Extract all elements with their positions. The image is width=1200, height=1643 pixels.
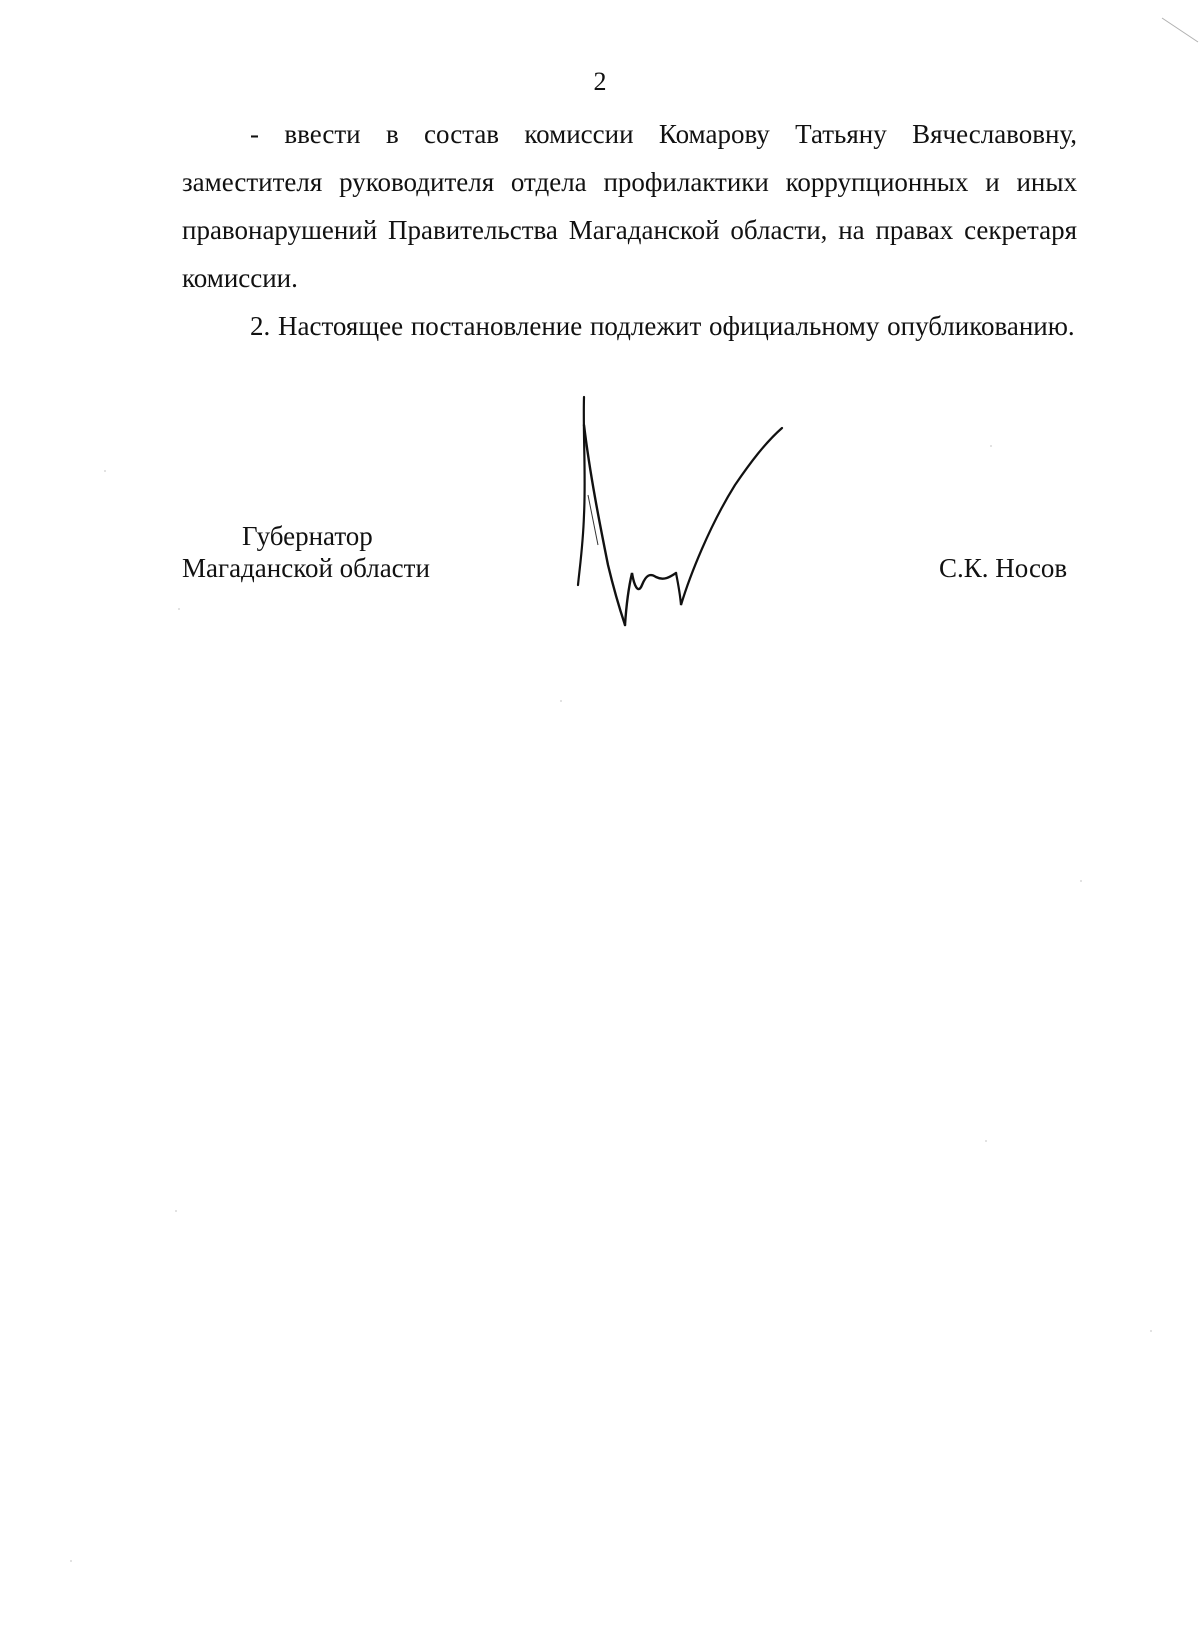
scan-speck <box>1150 1330 1152 1332</box>
document-body <box>182 110 1077 350</box>
signatory-title-line2: Магаданской области <box>182 553 430 583</box>
scan-speck <box>178 608 180 610</box>
scan-speck <box>70 1560 72 1562</box>
scan-speck <box>1080 880 1082 882</box>
signatory-title-line1: Губернатор <box>242 521 373 551</box>
paragraph-commission-member: - ввести в состав комиссии Комарову Татьяну Вячеславовну, заместителя руководителя отдела профилактики коррупционных и иных правонарушений Правительства Магаданской области, на правах секретаря комиссии. <box>182 119 1077 293</box>
scan-corner-mark <box>1160 14 1200 44</box>
scan-speck <box>104 470 106 472</box>
handwritten-signature <box>570 395 820 640</box>
scan-speck <box>985 1140 987 1142</box>
signatory-title <box>182 520 482 584</box>
scan-speck <box>560 700 562 702</box>
scan-speck <box>175 1210 177 1212</box>
scan-speck <box>990 445 992 447</box>
page-number: 2 <box>593 67 607 96</box>
signatory-name: С.К. Носов <box>939 553 1068 583</box>
paragraph-publication: 2. Настоящее постановление подлежит официальному опубликованию. <box>250 311 1075 341</box>
